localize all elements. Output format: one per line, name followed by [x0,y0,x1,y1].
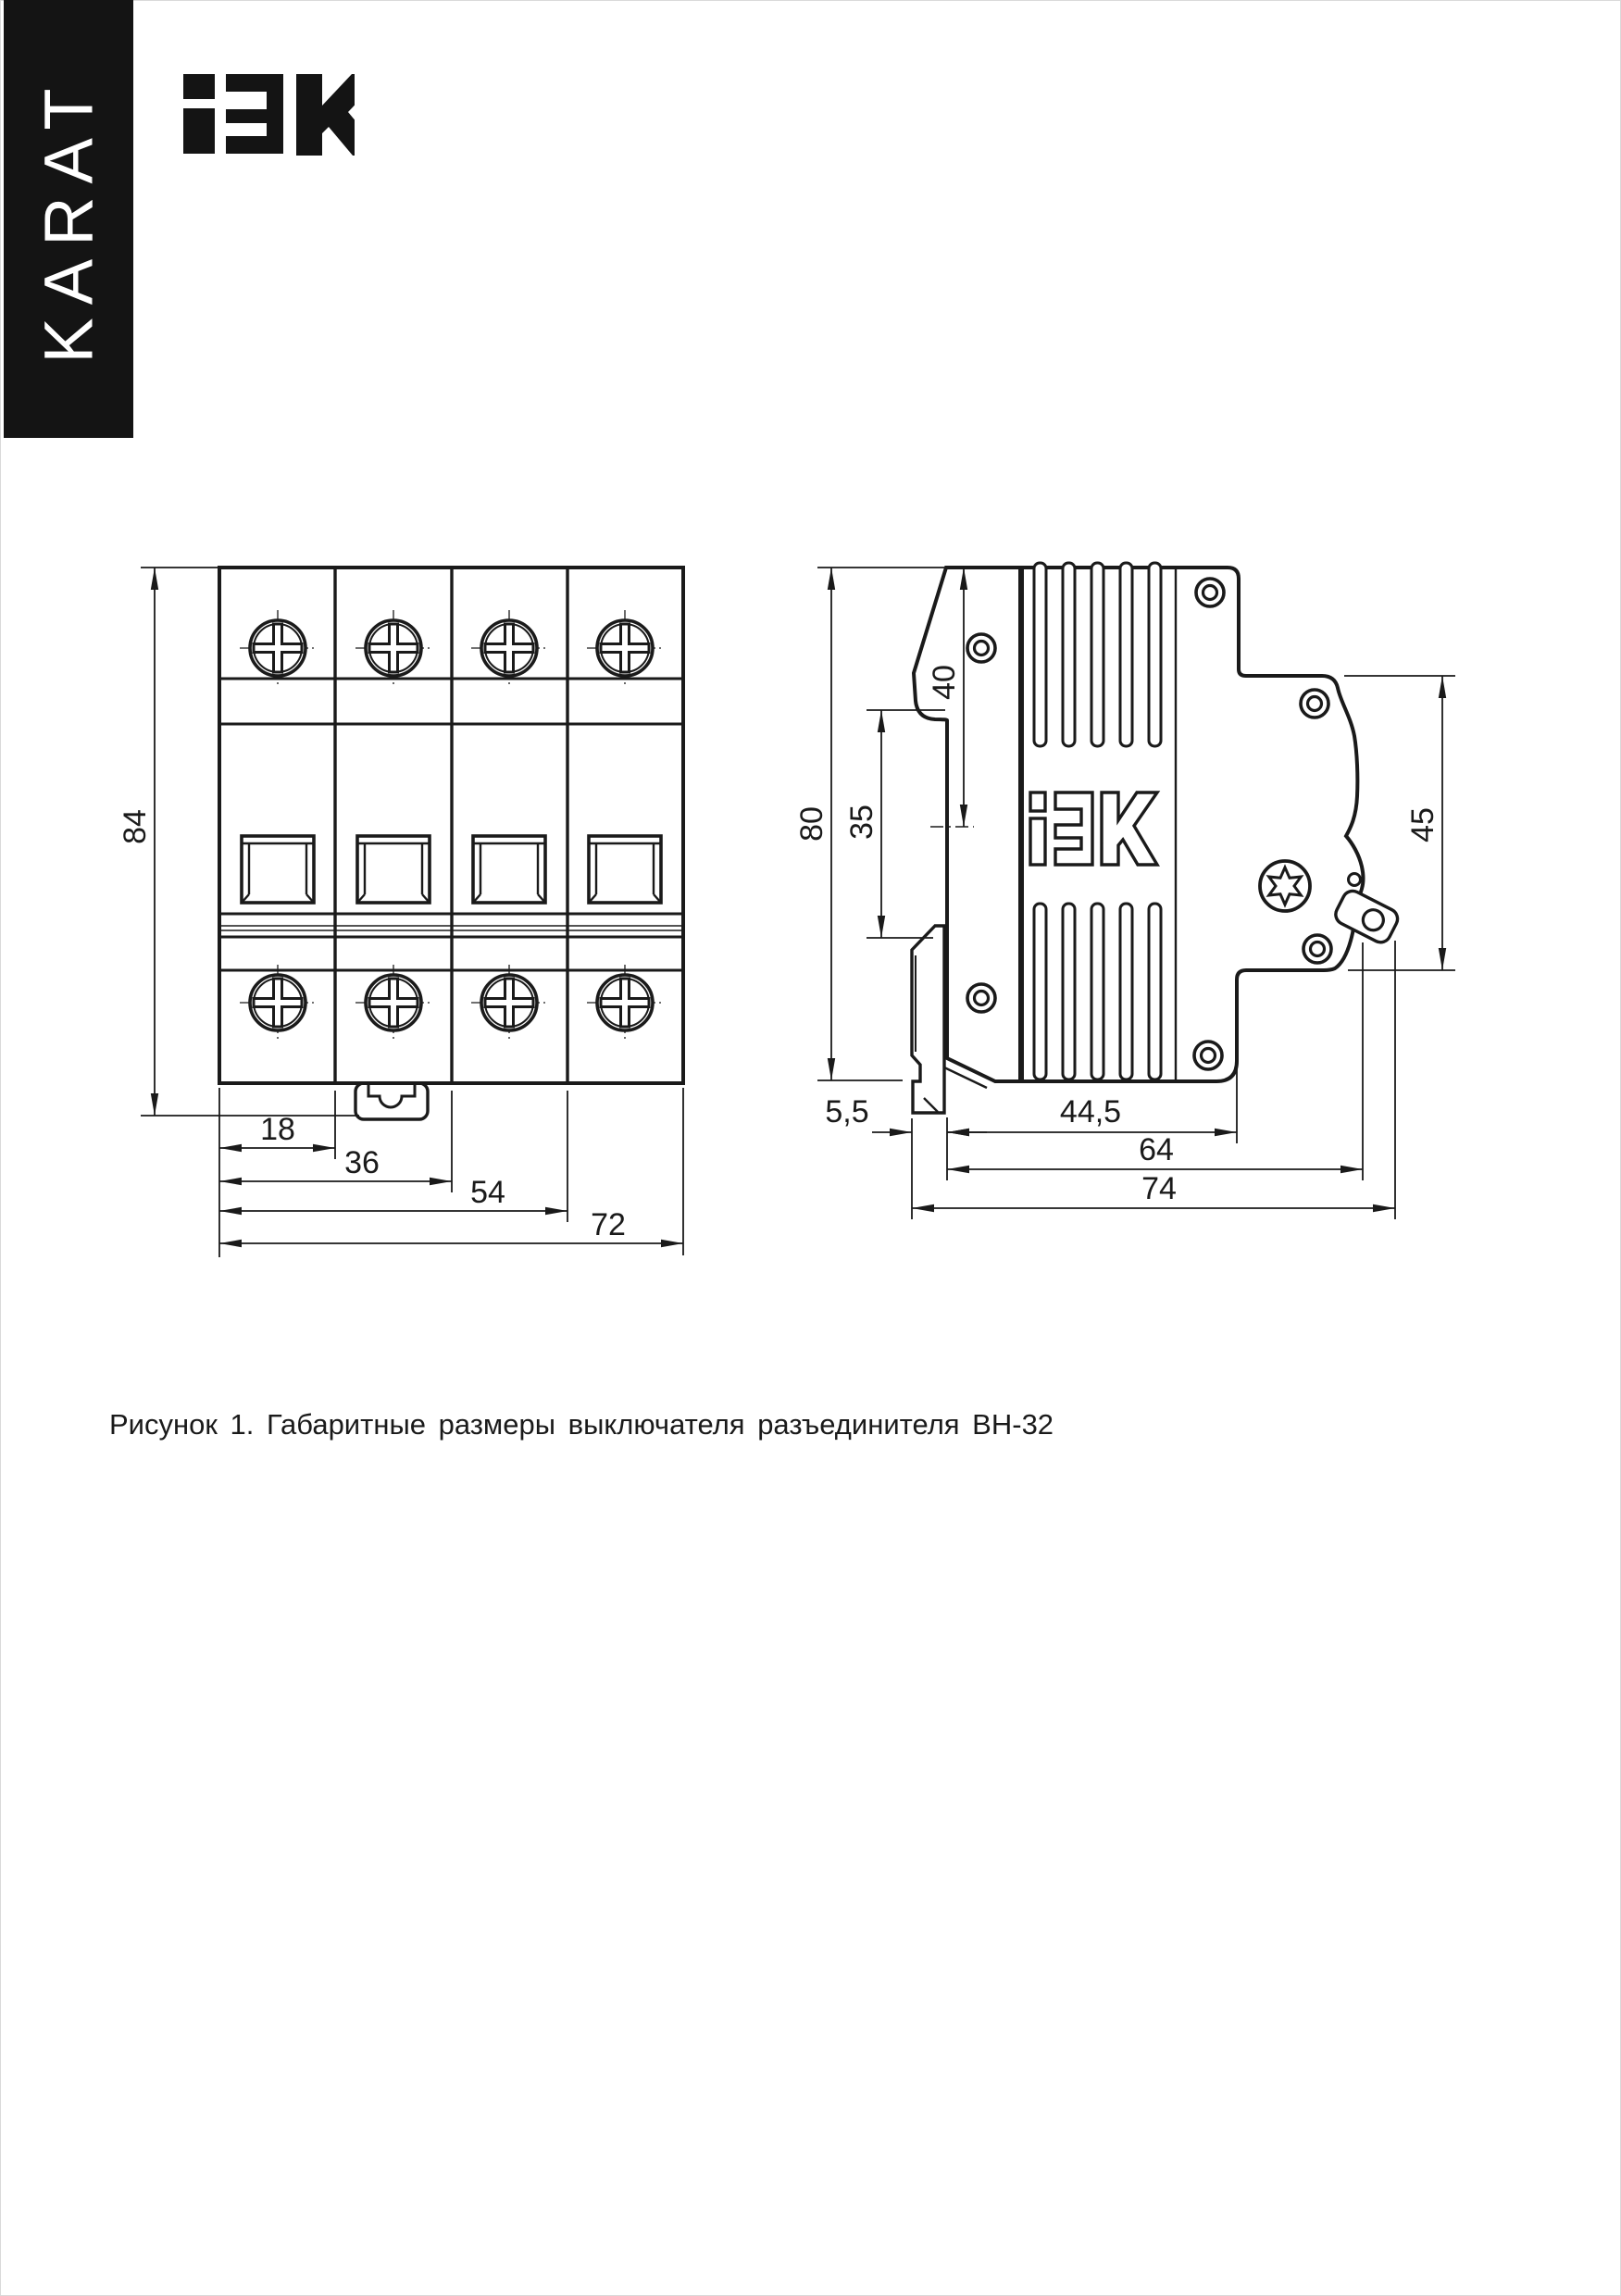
dim-label-5-5: 5,5 [825,1094,869,1129]
dim-label-45: 45 [1405,807,1440,842]
dim-label-35: 35 [844,805,879,840]
figure-caption: Рисунок 1. Габаритные размеры выключателя разъединителя ВН-32 [109,1408,1054,1441]
dim-label-54: 54 [470,1175,505,1210]
dim-label-36: 36 [344,1145,380,1180]
torx-screw-icon [1260,861,1310,911]
pivot-hole-icon [1349,874,1361,886]
dim-label-72: 72 [591,1207,626,1242]
din-latch [912,926,944,1113]
dim-label-18: 18 [260,1112,295,1147]
dim-label-84: 84 [118,809,153,844]
din-clip [355,1083,428,1119]
dim-label-44-5: 44,5 [1059,1094,1122,1129]
dim-label-40: 40 [927,665,962,700]
front-view-drawing [118,568,683,1257]
karat-label: KARAT [30,74,107,364]
dim-label-64: 64 [1139,1132,1174,1167]
dim-label-74: 74 [1141,1171,1177,1206]
side-view-drawing [794,563,1455,1219]
dim-label-80: 80 [794,806,829,842]
